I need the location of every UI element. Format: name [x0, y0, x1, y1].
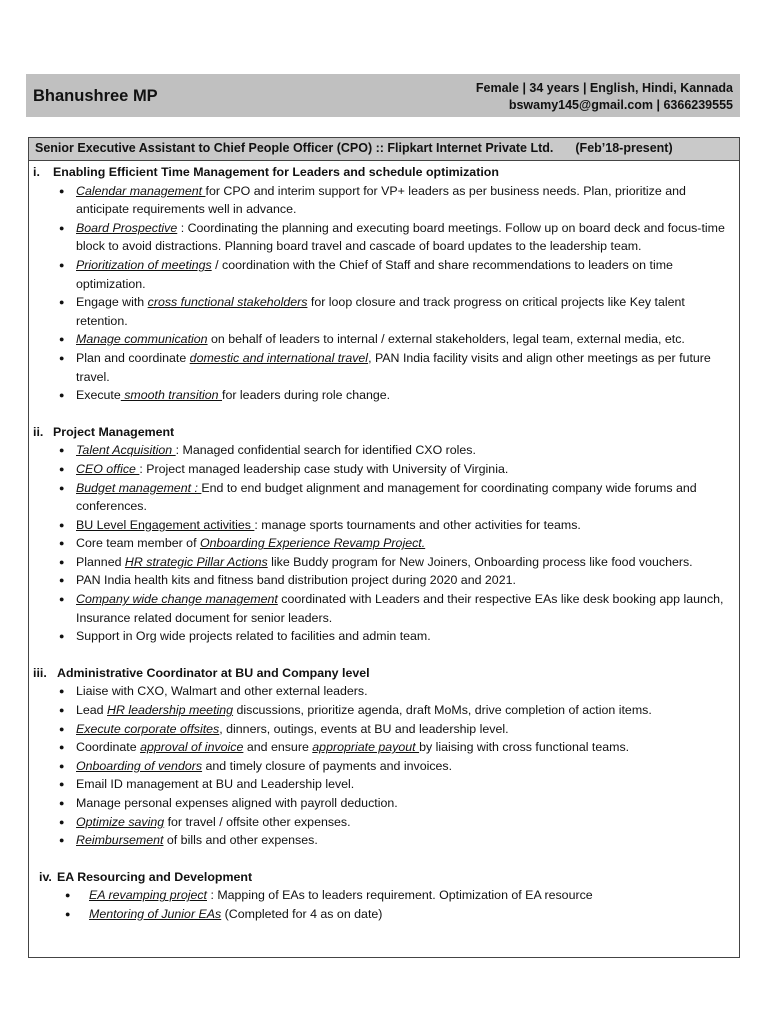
list-item [59, 293, 729, 330]
list-item [59, 534, 729, 553]
item-text: , PAN India facility visits and align other meetings as per future travel. [76, 350, 711, 384]
list-item [59, 479, 729, 516]
list-item [59, 571, 729, 590]
item-text: Email ID management at BU and Leadership level. [76, 777, 355, 792]
bullet-list [33, 441, 729, 646]
item-text: Lead [76, 703, 108, 718]
emphasis-text: Reimbursement [76, 833, 164, 848]
list-item [59, 256, 729, 293]
list-item [59, 441, 729, 460]
list-item [59, 794, 729, 813]
section-title [33, 868, 729, 887]
item-text: Coordinate [76, 740, 141, 755]
list-item [59, 831, 729, 850]
emphasis-text: Manage communication [76, 332, 208, 347]
list-item [59, 701, 729, 720]
list-item [59, 775, 729, 794]
list-item [59, 386, 729, 405]
item-text: discussions, prioritize agenda, draft MoMs, drive completion of action items. [233, 703, 652, 718]
list-item [59, 460, 729, 479]
emphasis-text: Budget management : [76, 480, 202, 495]
candidate-name: Bhanushree MP [33, 87, 158, 105]
emphasis-text: Onboarding of vendors [76, 758, 203, 773]
emphasis-text: Calendar management [76, 183, 206, 198]
list-item [65, 905, 729, 924]
section-heading: Project Management [53, 424, 175, 439]
role-period: (Feb’18-present) [575, 141, 673, 155]
personal-details: Female | 34 years | English, Hindi, Kannada [475, 81, 733, 95]
list-item [59, 720, 729, 739]
section-heading: Enabling Efficient Time Management for Leaders and schedule optimization [53, 165, 499, 179]
emphasis-text: Board Prospective [76, 220, 178, 235]
item-text: for CPO and interim support for VP+ leaders as per business needs. Plan, prioritize and anticipate requirements well in advance. [76, 183, 686, 217]
item-text: for travel / offsite other expenses. [164, 814, 351, 829]
emphasis-text: domestic and international travel [189, 350, 369, 365]
emphasis-text: Company wide change management [76, 592, 278, 607]
section-number: ii. [33, 424, 44, 439]
bullet-list [33, 182, 729, 405]
list-item [59, 219, 729, 256]
item-text: Liaise with CXO, Walmart and other external leaders. [76, 684, 368, 699]
section-spacer [33, 646, 729, 664]
item-text: for loop closure and track progress on critical projects like Key talent retention. [76, 295, 685, 328]
list-item [59, 682, 729, 701]
resume-header [26, 74, 740, 117]
item-text: PAN India health kits and fitness band distribution project during 2020 and 2021. [76, 573, 516, 588]
item-text: Plan and coordinate [76, 350, 190, 365]
emphasis-text: Execute corporate offsites [76, 721, 220, 736]
item-text: Manage personal expenses aligned with payroll deduction. [76, 796, 398, 810]
section-title [33, 423, 729, 442]
emphasis-text: Onboarding Experience Revamp Project. [199, 536, 426, 551]
item-text: Core team member of [76, 536, 200, 551]
item-text: on behalf of leaders to internal / external stakeholders, legal team, external media, etc. [207, 332, 685, 347]
list-item [59, 590, 729, 627]
item-text: : Managed confidential search for identified CXO roles. [175, 443, 476, 458]
item-text: Execute [76, 388, 121, 403]
section-number: iii. [33, 665, 47, 680]
emphasis-text: EA revamping project [89, 888, 207, 903]
emphasis-text: Mentoring of Junior EAs [89, 906, 222, 921]
emphasis-text: HR leadership meeting [107, 703, 234, 718]
item-text: by liaising with cross functional teams. [419, 740, 630, 755]
emphasis-text: appropriate payout [312, 740, 420, 755]
section-spacer [33, 850, 729, 868]
list-item [59, 182, 729, 219]
item-text: End to end budget alignment and management for coordinating company wide forums and conferences. [76, 480, 697, 514]
item-text: of bills and other expenses. [163, 833, 318, 848]
item-text: : Project managed leadership case study with University of Virginia. [139, 461, 509, 476]
emphasis-text: HR strategic Pillar Actions [124, 554, 268, 569]
emphasis-text: CEO office [76, 461, 140, 476]
list-item [59, 757, 729, 776]
section-number: i. [33, 165, 40, 179]
item-text: Engage with [76, 295, 148, 310]
item-text: and timely closure of payments and invoices. [202, 758, 453, 773]
list-item [59, 553, 729, 572]
item-text: , dinners, outings, events at BU and leadership level. [219, 721, 509, 736]
responsibilities [29, 161, 739, 924]
item-text: Support in Org wide projects related to facilities and admin team. [76, 629, 431, 644]
item-text: and ensure [243, 740, 313, 755]
role-bar [29, 138, 739, 161]
list-item [59, 627, 729, 646]
item-text: / coordination with the Chief of Staff and share recommendations to leaders on time optimization. [76, 257, 673, 291]
emphasis-text: smooth transition [120, 388, 223, 403]
item-text: Planned [76, 554, 125, 569]
item-text: like Buddy program for New Joiners, Onboarding process like food vouchers. [267, 554, 693, 569]
item-text: (Completed for 4 as on date) [221, 906, 383, 921]
item-text: coordinated with Leaders and their respective EAs like desk booking app launch, Insurance related document for senior leaders. [76, 592, 724, 625]
list-item [59, 813, 729, 832]
item-text: : Coordinating the planning and executing board meetings. Follow up on board deck and focus-time block to avoid distractions. Planning board travel and cascade of board updates to the leadership team. [76, 220, 725, 254]
experience-box [28, 137, 740, 958]
emphasis-text: cross functional stakeholders [147, 295, 308, 310]
section-title [33, 163, 729, 182]
emphasis-text: Prioritization of meetings [76, 257, 212, 272]
item-text: : manage sports tournaments and other activities for teams. [254, 517, 581, 532]
section-spacer [33, 405, 729, 423]
emphasis-text: Talent Acquisition [76, 443, 176, 458]
list-item [59, 330, 729, 349]
section-number: iv. [39, 869, 52, 884]
list-item [65, 886, 729, 905]
section-heading: Administrative Coordinator at BU and Company level [57, 665, 370, 680]
contact-details: bswamy145@gmail.com | 6366239555 [508, 98, 733, 112]
role-title: Senior Executive Assistant to Chief People Officer (CPO) :: Flipkart Internet Private Ltd. [35, 141, 554, 155]
candidate-info [476, 80, 733, 114]
bullet-list [33, 682, 729, 849]
item-text: : Mapping of EAs to leaders requirement. Optimization of EA resource [207, 888, 593, 903]
emphasis-text: BU Level Engagement activities [76, 517, 255, 532]
bullet-list [33, 886, 729, 923]
list-item [59, 516, 729, 535]
list-item [59, 349, 729, 386]
section-title [33, 664, 729, 683]
section-heading: EA Resourcing and Development [57, 869, 253, 884]
list-item [59, 738, 729, 757]
item-text: for leaders during role change. [222, 388, 391, 403]
emphasis-text: Optimize saving [76, 814, 165, 829]
emphasis-text: approval of invoice [140, 740, 244, 755]
